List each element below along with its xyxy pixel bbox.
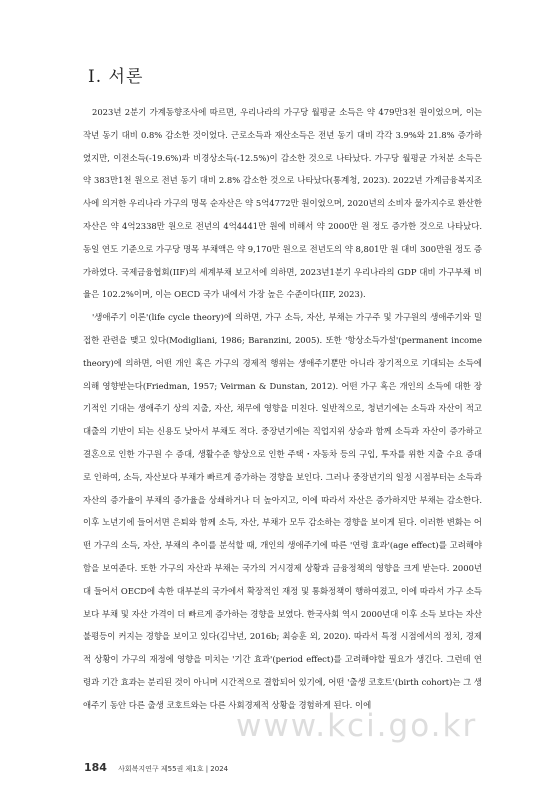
page-number: 184: [84, 761, 107, 774]
page-footer: [84, 756, 228, 775]
body-text: [83, 101, 482, 717]
paragraph-2: '생애주기 이론'(life cycle theory)에 의하면, 가구 소득, 자산, 부채는 가구주 및 가구원의 생애주기와 밀접한 관련을 맺고 있다(Modigliani, 1986; Baranzini, 2005). 또한 '항상소득가설'(permanent income theory)에 의하면, 어떤 개인 혹은 가구의 경제적 행위는 생애주기뿐만 아니라 장기적으로 기대되는 소득에 의해 영향받는다(Friedman, 1957; Veirman & Dunstan, 2012). 어떤 가구 혹은 개인의 소득에 대한 장기적인 기대는 생애주기 상의 지출, 자산, 채무에 영향을 미친다. 일반적으로, 청년기에는 소득과 자산이 적고 대출의 기반이 되는 신용도 낮아서 부채도 적다. 중장년기에는 직업지위 상승과 함께 소득과 자산이 증가하고 결혼으로 인한 가구원 수 증대, 생활수준 향상으로 인한 주택・자동차 등의 구입, 투자를 위한 지출 수요 증대로 인하여, 소득, 자산보다 부채가 빠르게 증가하는 경향을 보인다. 그러나 중장년기의 일정 시점부터는 소득과 자산의 증가율이 부채의 증가율을 상쇄하거나 더 높아지고, 이에 따라서 자산은 증가하지만 부채는 감소한다. 이후 노년기에 들어서면 은퇴와 함께 소득, 자산, 부채가 모두 감소하는 경향을 보이게 된다. 이러한 변화는 어떤 가구의 소득, 자산, 부채의 추이를 분석할 때, 개인의 생애주기에 따른 '연령 효과'(age effect)를 고려해야 함을 보여준다. 또한 가구의 자산과 부채는 국가의 거시경제 상황과 금융정책의 영향을 크게 받는다. 2000년대 들어서 OECD에 속한 대부분의 국가에서 확장적인 재정 및 통화정책이 행하여졌고, 이에 따라서 가구 소득보다 부채 및 자산 가격이 더 빠르게 증가하는 경향을 보였다. 한국사회 역시 2000년대 이후 소득 보다는 자산 불평등이 커지는 경향을 보이고 있다(김낙년, 2016b; 최승훈 외, 2020). 따라서 특정 시점에서의 정치, 경제적 상황이 가구의 재정에 영향을 미치는 '기간 효과'(period effect)를 고려해야할 필요가 생긴다. 그런데 연령과 기간 효과는 분리된 것이 아니며 시간적으로 결합되어 있기에, 어떤 '출생 코호트'(birth cohort)는 그 생애주기 동안 다른 출생 코호트와는 다른 사회경제적 상황을 경험하게 된다. 이에: [83, 312, 482, 710]
paragraph-1: 2023년 2분기 가계동향조사에 따르면, 우리나라의 가구당 월평균 소득은 약 479만3천 원이었으며, 이는 작년 동기 대비 0.8% 감소한 것이었다. 근로소득과 재산소득은 전년 동기 대비 각각 3.9%와 21.8% 증가하였지만, 이전소득(-19.6%)과 비경상소득(-12.5%)이 감소한 것으로 나타났다. 가구당 월평균 가처분 소득은 약 383만1천 원으로 전년 동기 대비 2.8% 감소한 것으로 나타났다(통계청, 2023). 2022년 가계금융복지조사에 의거한 우리나라 가구의 명목 순자산은 약 5억4772만 원이었으며, 2020년의 소비자 물가지수로 환산한 자산은 약 4억2338만 원으로 전년의 4억4441만 원에 비해서 약 2000만 원 정도 증가한 것으로 나타났다. 동일 연도 기준으로 가구당 명목 부채액은 약 9,170만 원으로 전년도의 약 8,801만 원 대비 300만원 정도 증가하였다. 국제금융협회(IIF)의 세계부채 보고서에 의하면, 2023년1분기 우리나라의 GDP 대비 가구부채 비율은 102.2%이며, 이는 OECD 국가 내에서 가장 높은 수준이다(IIF, 2023).: [83, 107, 482, 300]
watermark: www.kci.go.kr: [236, 708, 478, 744]
journal-info: 사회복지연구 제55권 제1호 | 2024: [118, 765, 229, 773]
section-title: Ⅰ. 서론: [88, 67, 144, 87]
